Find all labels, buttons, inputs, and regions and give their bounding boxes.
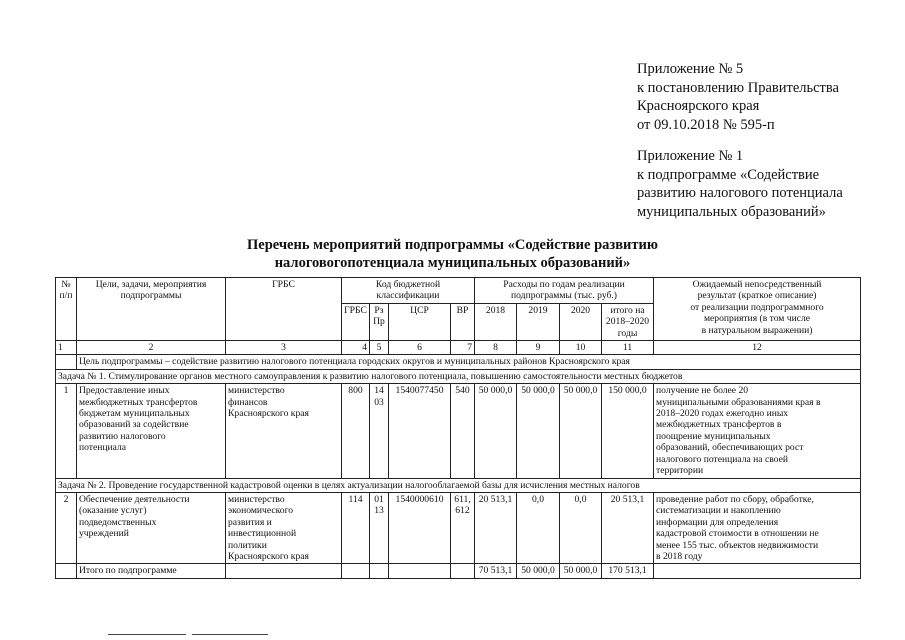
col-number: 10 [560, 341, 602, 355]
task-2-text: Задача № 2. Проведение государственной кадастровой оценки в целях актуализации налогооблагаемой базы для исчисления местных налогов [56, 478, 861, 492]
header-grbs: ГРБС [226, 278, 342, 341]
table-row [56, 384, 861, 478]
row-rzpr: 14 03 [370, 384, 389, 478]
goal-text: Цель подпрограммы – содействие развитию налогового потенциала городских округов и муниципальных районов Красноярского края [77, 355, 861, 369]
header-num: № п/п [56, 278, 77, 341]
total-2020: 50 000,0 [560, 564, 602, 578]
appendix-5-block [637, 60, 839, 134]
row-rzpr: 01 13 [370, 492, 389, 563]
task-row [56, 478, 861, 492]
appendix-5-line: к постановлению Правительства [637, 79, 839, 96]
total-row [56, 564, 861, 578]
subheader-csr: ЦСР [389, 303, 451, 340]
table-row [56, 492, 861, 563]
col-number: 5 [370, 341, 389, 355]
row-result: получение не более 20 муниципальными образованиями края в 2018–2020 годах ежегодно иных межбюджетных трансфертов в поощрение муниципальных образований, обеспечивающих рост налогового потенциала на своей территории [654, 384, 861, 478]
header-result: Ожидаемый непосредственный результат (краткое описание) от реализации подпрограммного мероприятия (в том числе в натуральном выражении) [654, 278, 861, 341]
row-csr: 1540077450 [389, 384, 451, 478]
row-2018: 20 513,1 [475, 492, 517, 563]
total-2018: 70 513,1 [475, 564, 517, 578]
row-2018: 50 000,0 [475, 384, 517, 478]
row-grbs-name: министерство экономического развития и инвестиционной политики Красноярского края [226, 492, 342, 563]
appendix-5-line: от 09.10.2018 № 595-п [637, 116, 775, 133]
row-grbs-code: 114 [342, 492, 370, 563]
row-2020: 0,0 [560, 492, 602, 563]
title-line-2: налоговогопотенциала муниципальных образований» [274, 255, 631, 271]
header-goals: Цели, задачи, мероприятия подпрограммы [77, 278, 226, 341]
col-number: 6 [389, 341, 451, 355]
row-name: Обеспечение деятельности (оказание услуг) подведомственных учреждений [77, 492, 226, 563]
document-title [0, 236, 905, 272]
col-number: 3 [226, 341, 342, 355]
appendix-1-line: развитию налогового потенциала [637, 185, 843, 201]
footer-rule [192, 634, 268, 635]
task-row [56, 369, 861, 383]
row-2019: 0,0 [517, 492, 560, 563]
footer-rule [108, 634, 186, 635]
subheader-2018: 2018 [475, 303, 517, 340]
col-number: 2 [77, 341, 226, 355]
row-total: 20 513,1 [602, 492, 654, 563]
title-line-1: Перечень мероприятий подпрограммы «Содействие развитию [247, 237, 658, 253]
row-vr: 611, 612 [451, 492, 475, 563]
column-number-row [56, 341, 861, 355]
appendix-1-block [637, 147, 843, 221]
col-number: 12 [654, 341, 861, 355]
appendix-1-line: Приложение № 1 [637, 148, 744, 164]
activities-table [55, 277, 861, 579]
appendix-1-line: к подпрограмме «Содействие [637, 166, 820, 183]
row-result: проведение работ по сбору, обработке, систематизации и накоплению информации для определения кадастровой стоимости в отношении не менее 155 тыс. объектов недвижимости в 2018 году [654, 492, 861, 563]
total-sum: 170 513,1 [602, 564, 654, 578]
row-vr: 540 [451, 384, 475, 478]
header-budget-code: Код бюджетной классификации [342, 278, 475, 304]
col-number: 7 [451, 341, 475, 355]
task-1-text: Задача № 1. Стимулирование органов местного самоуправления к развитию налогового потенциала, повышению самостоятельности местных бюджетов [56, 369, 861, 383]
header-expenses: Расходы по годам реализации подпрограммы (тыс. руб.) [475, 278, 654, 304]
subheader-2020: 2020 [560, 303, 602, 340]
row-num: 2 [56, 492, 77, 563]
row-grbs-name: министерство финансов Красноярского края [226, 384, 342, 478]
subheader-grbs: ГРБС [342, 303, 370, 340]
col-number: 11 [602, 341, 654, 355]
row-grbs-code: 800 [342, 384, 370, 478]
header-row [56, 278, 861, 304]
col-number: 4 [342, 341, 370, 355]
row-2019: 50 000,0 [517, 384, 560, 478]
total-2019: 50 000,0 [517, 564, 560, 578]
subheader-2019: 2019 [517, 303, 560, 340]
row-num: 1 [56, 384, 77, 478]
total-label: Итого по подпрограмме [77, 564, 226, 578]
appendix-1-line: муниципальных образований» [637, 203, 826, 220]
col-number: 9 [517, 341, 560, 355]
col-number: 8 [475, 341, 517, 355]
row-name: Предоставление иных межбюджетных трансфертов бюджетам муниципальных образований за содействие развитию налогового потенциала [77, 384, 226, 478]
row-2020: 50 000,0 [560, 384, 602, 478]
subheader-vr: ВР [451, 303, 475, 340]
subheader-rzpr: Рз Пр [370, 303, 389, 340]
row-csr: 1540000610 [389, 492, 451, 563]
col-number: 1 [56, 341, 77, 355]
subheader-total: итого на 2018–2020 годы [602, 303, 654, 340]
goal-row [56, 355, 861, 369]
appendix-5-line: Приложение № 5 [637, 61, 744, 77]
row-total: 150 000,0 [602, 384, 654, 478]
appendix-5-line: Красноярского края [637, 98, 760, 114]
